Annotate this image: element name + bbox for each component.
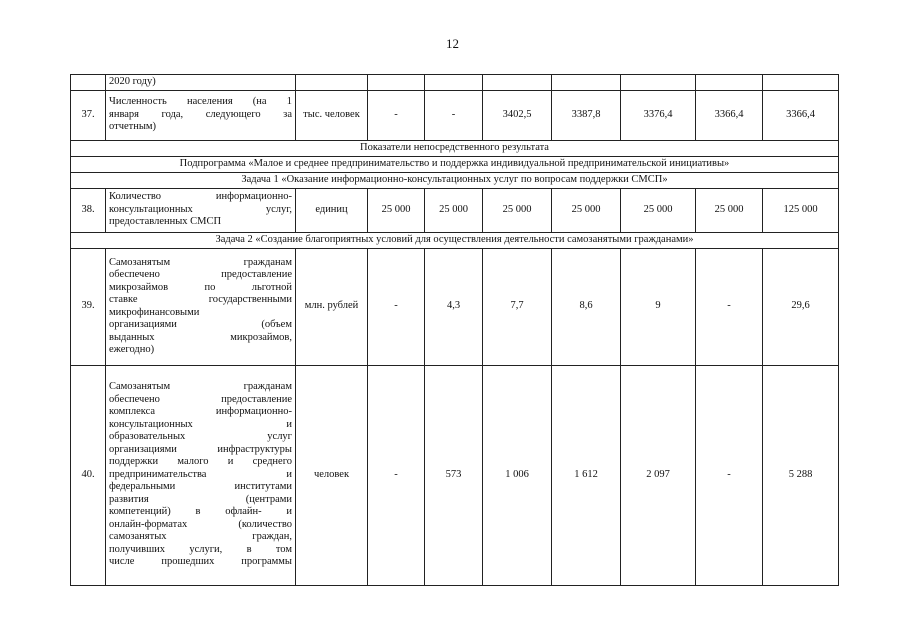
task-2-header: Задача 2 «Создание благоприятных условий для осуществления деятельности самозанятыми гражданами»	[71, 232, 839, 248]
value-cell: -	[368, 248, 425, 365]
value-cell: 25 000	[483, 188, 552, 232]
indicators-table	[70, 74, 839, 586]
value-cell: -	[696, 248, 763, 365]
section-header: Показатели непосредственного результата	[71, 140, 839, 156]
value-cell: 3402,5	[483, 90, 552, 140]
indicator-name-cell: Самозанятым гражданам обеспечено предоставление микрозаймов по льготной ставке государственными микрофинансовыми организациями (объем выданных микрозаймов, ежегодно)	[106, 248, 296, 365]
subprogram-header: Подпрограмма «Малое и среднее предпринимательство и поддержка индивидуальной предпринимательской инициативы»	[71, 156, 839, 172]
value-cell: 3366,4	[696, 90, 763, 140]
indicator-name-cell: Самозанятым гражданам обеспечено предоставление комплекса информационно- консультационных и образовательных услуг организациями инфраструктуры поддержки малого и среднего предпринимательства и федеральными институтами развития (центрами компетенций) в офлайн- и онлайн-форматах (количество самозанятых граждан, получивших услуги, в том числе прошедших программы	[106, 365, 296, 585]
indicator-name-cell: Количество информационно- консультационных услуг, предоставленных СМСП	[106, 188, 296, 232]
value-cell: 25 000	[621, 188, 696, 232]
unit-cell: единиц	[296, 188, 368, 232]
task-2-row	[71, 232, 839, 248]
indicator-name-cell: 2020 году)	[106, 75, 296, 91]
value-cell: 25 000	[368, 188, 425, 232]
value-cell: 1 612	[552, 365, 621, 585]
value-cell: 4,3	[425, 248, 483, 365]
value-cell: -	[368, 365, 425, 585]
value-cell: 3366,4	[763, 90, 839, 140]
table-row-37	[71, 90, 839, 140]
table-row-40	[71, 365, 839, 585]
value-cell: 1 006	[483, 365, 552, 585]
table-row-continuation	[71, 75, 839, 91]
value-cell: 573	[425, 365, 483, 585]
table-row-39	[71, 248, 839, 365]
row-number-cell: 39.	[71, 248, 106, 365]
indicator-name-cell: Численность населения (на 1 января года, следующего за отчетным)	[106, 90, 296, 140]
value-cell: 25 000	[425, 188, 483, 232]
value-cell: 3387,8	[552, 90, 621, 140]
value-cell: 125 000	[763, 188, 839, 232]
page-number: 12	[446, 36, 459, 51]
section-header-row	[71, 140, 839, 156]
value-cell: -	[696, 365, 763, 585]
unit-cell: тыс. человек	[296, 90, 368, 140]
value-cell: 25 000	[696, 188, 763, 232]
table-row-38	[71, 188, 839, 232]
value-cell: -	[425, 90, 483, 140]
value-cell: 7,7	[483, 248, 552, 365]
row-number-cell: 37.	[71, 90, 106, 140]
value-cell: 2 097	[621, 365, 696, 585]
value-cell: 25 000	[552, 188, 621, 232]
value-cell: 8,6	[552, 248, 621, 365]
value-cell: 5 288	[763, 365, 839, 585]
row-number-cell	[71, 75, 106, 91]
value-cell: 9	[621, 248, 696, 365]
unit-cell: человек	[296, 365, 368, 585]
unit-cell: млн. рублей	[296, 248, 368, 365]
row-number-cell: 38.	[71, 188, 106, 232]
value-cell: -	[368, 90, 425, 140]
value-cell: 29,6	[763, 248, 839, 365]
value-cell: 3376,4	[621, 90, 696, 140]
subprogram-row	[71, 156, 839, 172]
task-1-header: Задача 1 «Оказание информационно-консультационных услуг по вопросам поддержки СМСП»	[71, 172, 839, 188]
task-1-row	[71, 172, 839, 188]
row-number-cell: 40.	[71, 365, 106, 585]
